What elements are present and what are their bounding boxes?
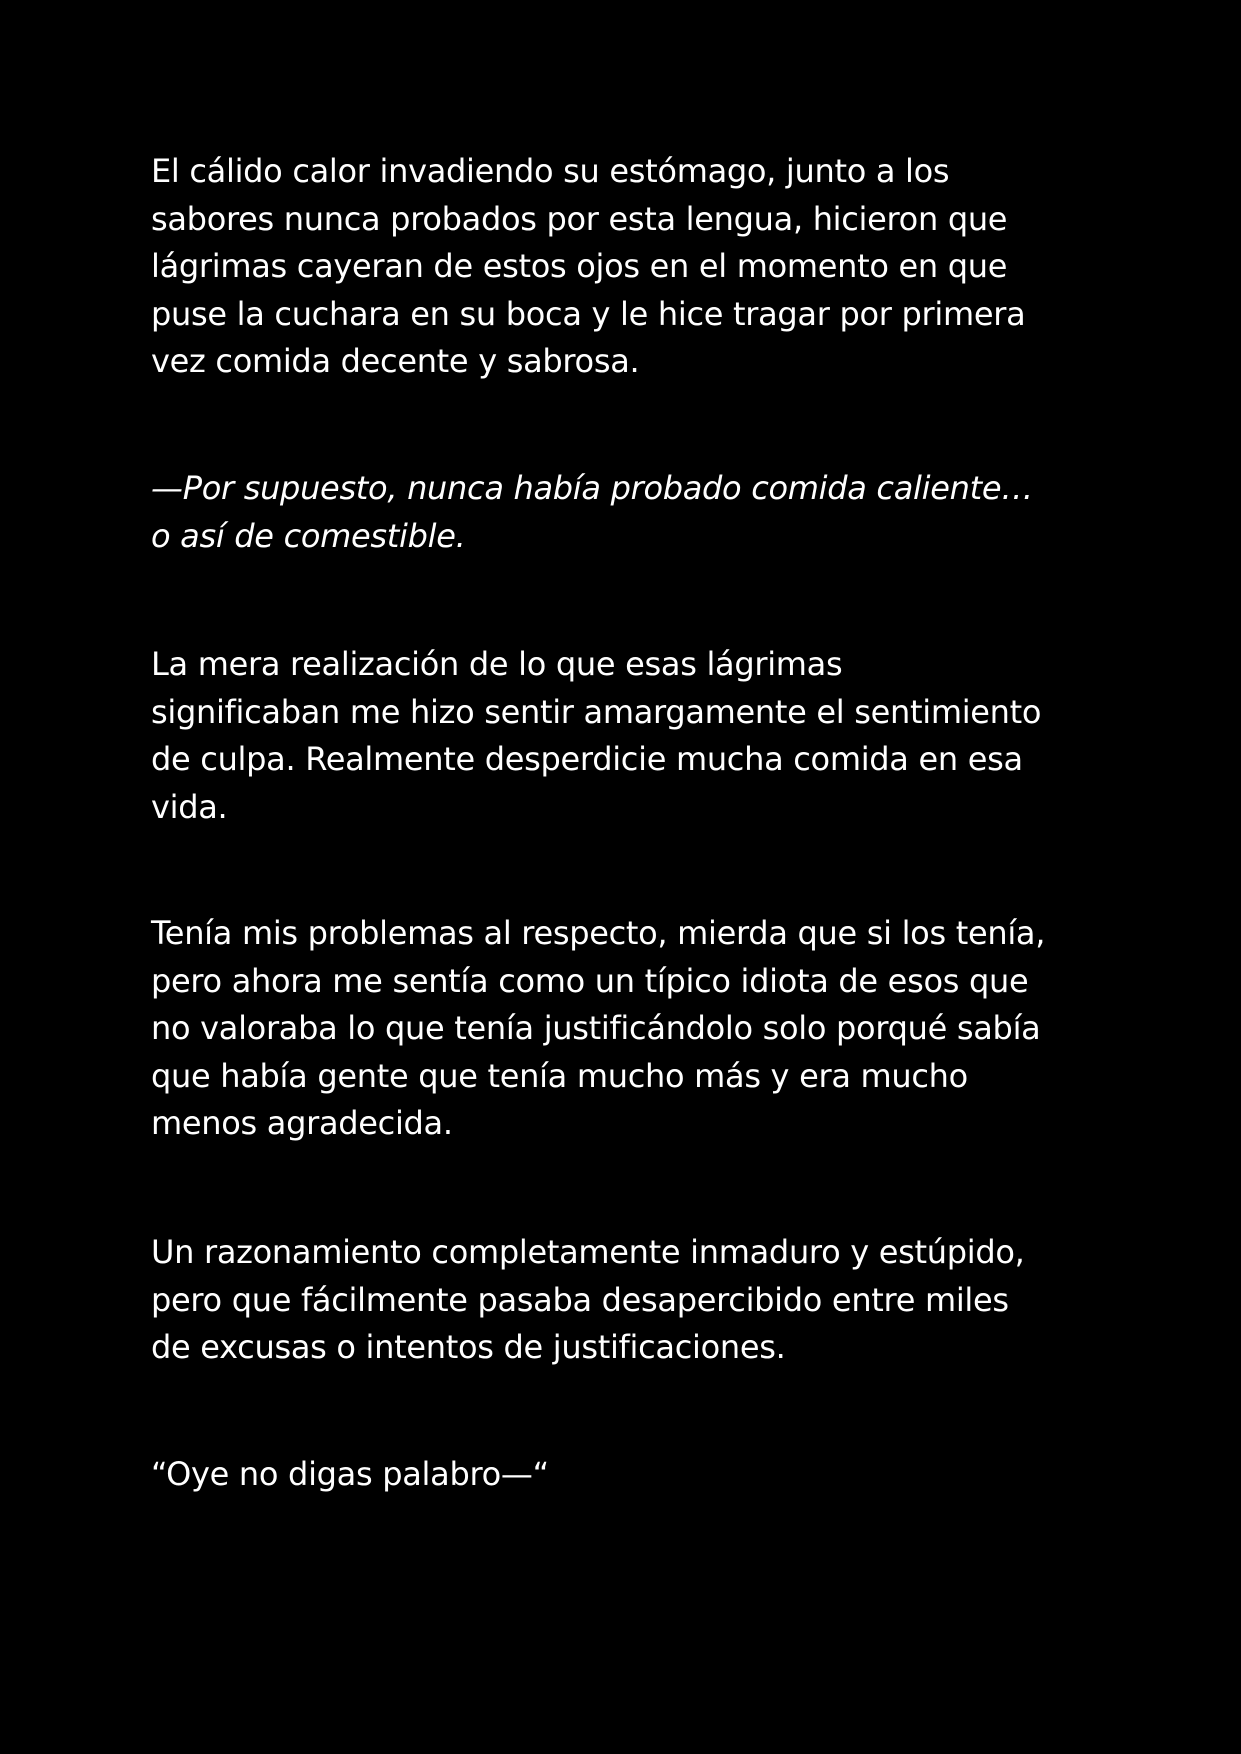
paragraph-1	[151, 148, 1111, 386]
paragraph-line: vez comida decente y sabrosa.	[151, 342, 640, 380]
paragraph-line: o así de comestible.	[151, 516, 466, 555]
paragraph-line: La mera realización de lo que esas lágrimas	[151, 645, 843, 683]
paragraph-line: no valoraba lo que tenía justificándolo solo porqué sabía	[151, 1009, 1041, 1047]
paragraph-line: lágrimas cayeran de estos ojos en el momento en que	[151, 247, 1008, 285]
paragraph-line: Un razonamiento completamente inmaduro y estúpido,	[151, 1233, 1025, 1271]
paragraph-line: sabores nunca probados por esta lengua, hicieron que	[151, 199, 1008, 238]
paragraph-line: —Por supuesto, nunca había probado comida caliente…	[151, 469, 1033, 507]
paragraph-2-italic-dialogue	[151, 465, 1111, 560]
paragraph-line: El cálido calor invadiendo su estómago, junto a los	[151, 152, 950, 190]
paragraph-line: menos agradecida.	[151, 1104, 453, 1142]
paragraph-line: vida.	[151, 787, 228, 826]
paragraph-line: pero ahora me sentía como un típico idiota de esos que	[151, 961, 1029, 1000]
paragraph-5	[151, 1229, 1111, 1372]
paragraph-line: puse la cuchara en su boca y le hice tragar por primera	[151, 294, 1026, 333]
paragraph-line: pero que fácilmente pasaba desapercibido entre miles	[151, 1280, 1009, 1319]
paragraph-line: de excusas o intentos de justificaciones.	[151, 1328, 786, 1366]
paragraph-6-quote	[151, 1451, 1111, 1499]
paragraph-line: que había gente que tenía mucho más y era mucho	[151, 1056, 968, 1095]
paragraph-line: “Oye no digas palabro—“	[151, 1455, 549, 1493]
paragraph-line: Tenía mis problemas al respecto, mierda que si los tenía,	[151, 914, 1046, 952]
paragraph-3	[151, 641, 1111, 831]
paragraph-4	[151, 910, 1111, 1148]
paragraph-line: significaban me hizo sentir amargamente el sentimiento	[151, 692, 1042, 731]
paragraph-line: de culpa. Realmente desperdicie mucha comida en esa	[151, 740, 1023, 778]
